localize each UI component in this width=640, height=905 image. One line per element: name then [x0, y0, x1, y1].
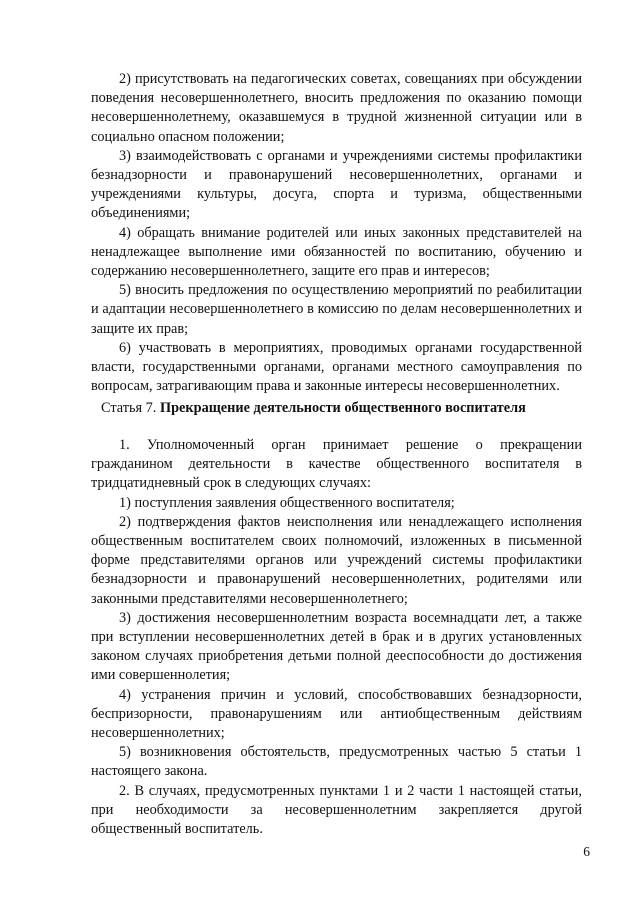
list-item: 6) участвовать в мероприятиях, проводимых органами государственной власти, государственными органами, органами местного самоуправления по вопросам, затрагивающим права и законные интересы несовершеннолетних.: [91, 339, 582, 395]
article-body: [91, 436, 582, 839]
list-item: 2) подтверждения фактов неисполнения или ненадлежащего исполнения общественным воспитателем своих полномочий, изложенных в письменной форме представителями органов или учреждений системы профилактики безнадзорности и правонарушений несовершеннолетних, родителями или законными представителями несовершеннолетнего;: [91, 513, 582, 607]
page-number: 6: [583, 844, 590, 859]
list-item: 3) взаимодействовать с органами и учреждениями системы профилактики безнадзорности и правонарушений несовершеннолетних, органами и учреждениями культуры, досуга, спорта и туризма, общественными объединениями;: [91, 147, 582, 222]
article-paragraph: 2. В случаях, предусмотренных пунктами 1 и 2 части 1 настоящей статьи, при необходимости за несовершеннолетним закрепляется другой общественный воспитатель.: [91, 782, 582, 838]
article-paragraph: 1. Уполномоченный орган принимает решение о прекращении гражданином деятельности в качестве общественного воспитателя в тридцатидневный срок в следующих случаях:: [91, 437, 582, 492]
list-item: 5) возникновения обстоятельств, предусмотренных частью 5 статьи 1 настоящего закона.: [91, 744, 582, 780]
list-item: 3) достижения несовершеннолетним возраста восемнадцати лет, а также при вступлении несовершеннолетних детей в брак и в других установленных законом случаях приобретения детьми полной дееспособности до достижения ими совершеннолетия;: [91, 609, 582, 684]
list-item: 1) поступления заявления общественного воспитателя;: [119, 494, 455, 511]
article-heading: [91, 399, 582, 418]
rights-list: [91, 70, 582, 396]
list-item: 4) обращать внимание родителей или иных законных представителей на ненадлежащее выполнение ими обязанностей по воспитанию, обучению и содержанию несовершеннолетнего, защите его прав и интересов;: [91, 224, 582, 280]
article-number: Статья 7.: [101, 400, 160, 416]
article-title: Прекращение деятельности общественного воспитателя: [159, 400, 526, 416]
list-item: 5) вносить предложения по осуществлению мероприятий по реабилитации и адаптации несовершеннолетнего в комиссию по делам несовершеннолетних и защите их прав;: [91, 282, 582, 337]
list-item: 2) присутствовать на педагогических советах, совещаниях при обсуждении поведения несовершеннолетнего, вносить предложения по оказанию помощи несовершеннолетнему, оказавшемуся в трудной жизненной ситуации или в социально опасном положении;: [91, 71, 582, 145]
list-item: 4) устранения причин и условий, способствовавших безнадзорности, беспризорности, правонарушениям или антиобщественным действиям несовершеннолетних;: [91, 686, 582, 742]
